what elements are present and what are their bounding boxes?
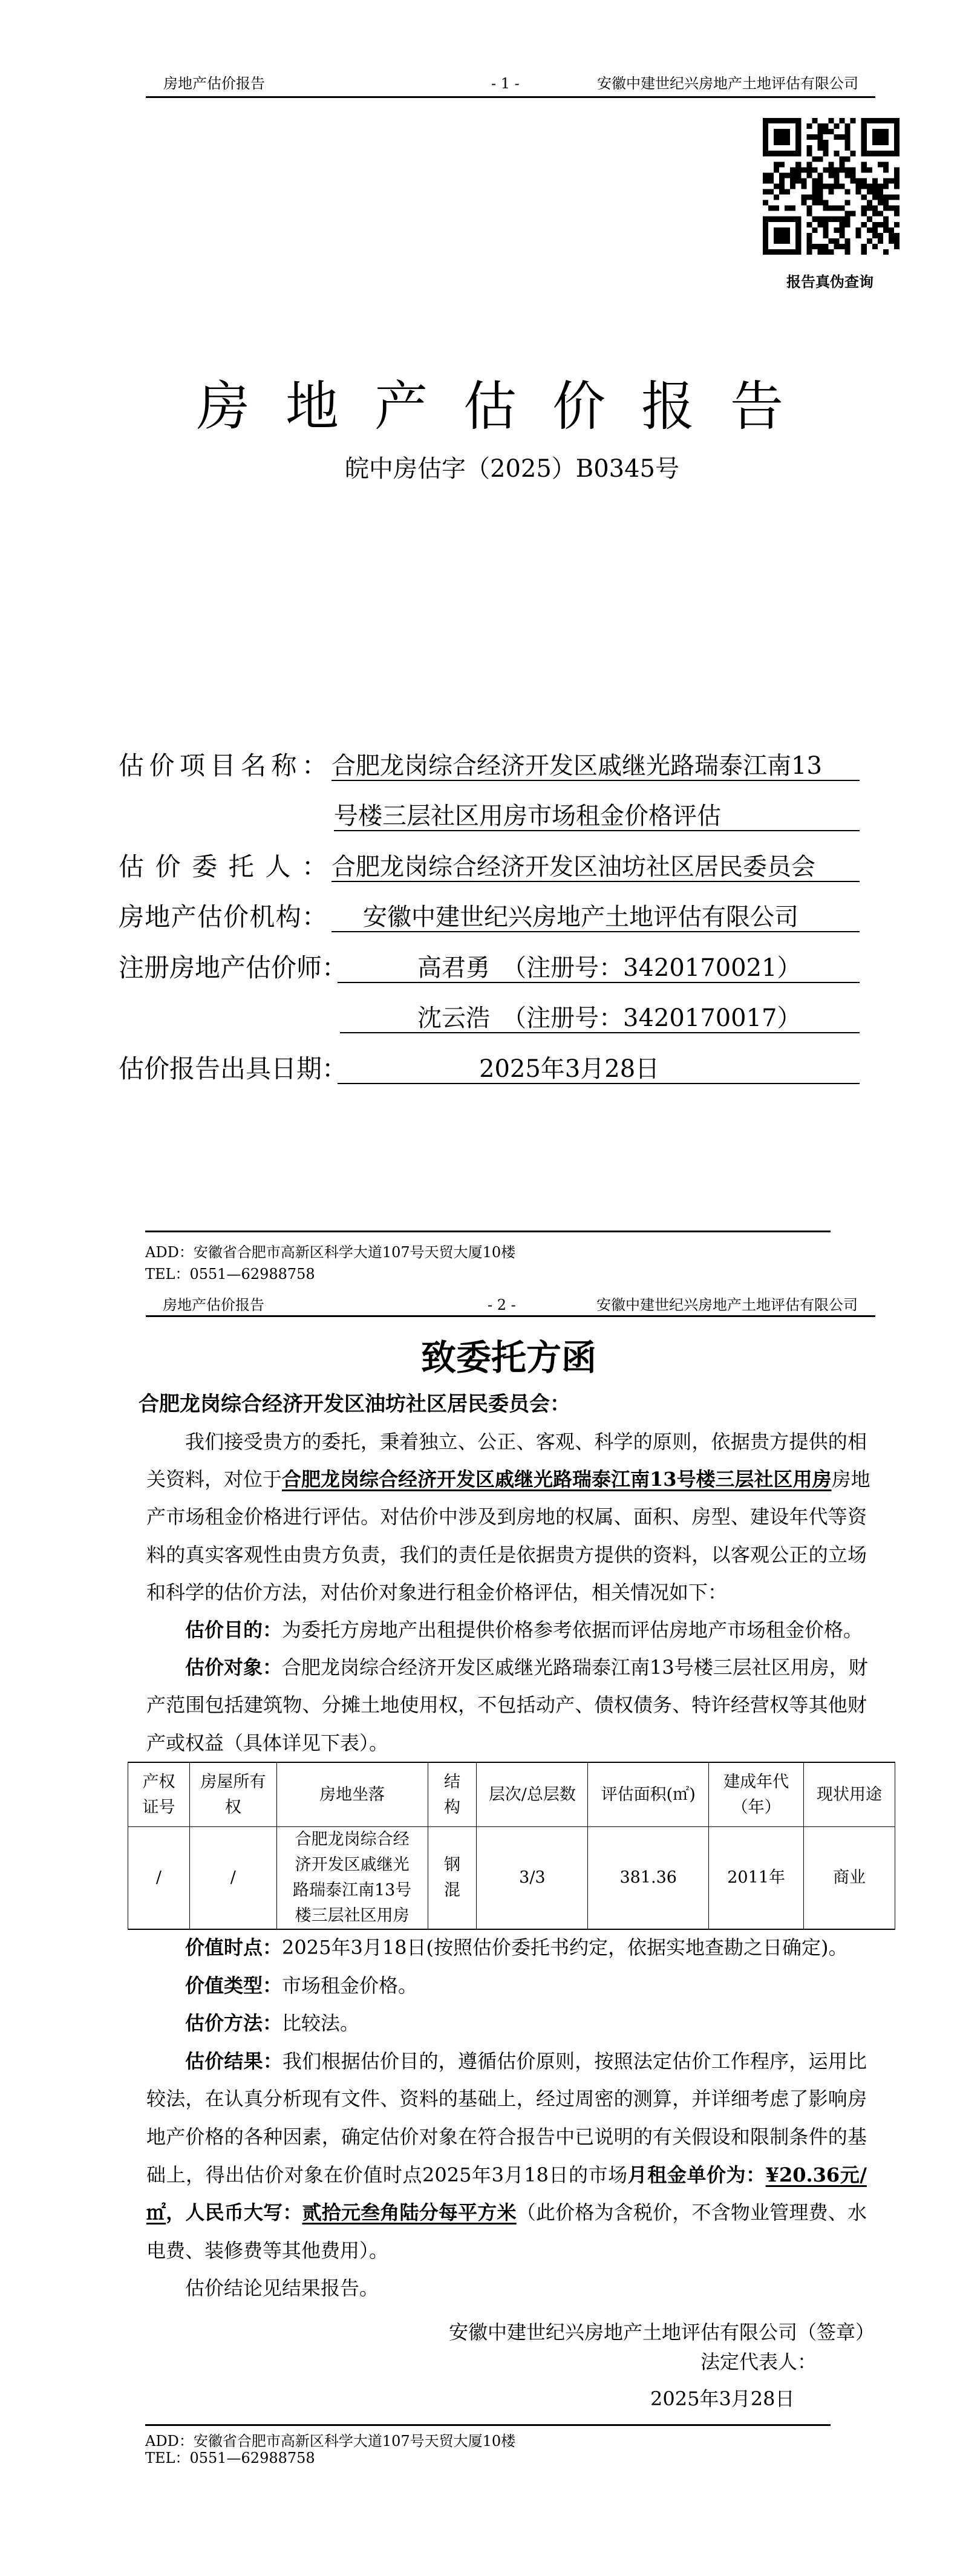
paragraph-line (146, 1929, 867, 1967)
emphasized-value: ㎡ (146, 2201, 166, 2225)
field-label: 月租金单价为： (627, 2163, 766, 2186)
field-label: 估价方法： (185, 2012, 282, 2035)
table-header-cell: 房屋所有 权 (189, 1762, 276, 1827)
paragraph-line (146, 2042, 867, 2081)
text-segment: 电费、装修费等其他费用）。 (146, 2238, 389, 2262)
project-label: 估价项目名称： (119, 751, 327, 780)
paragraph-line (146, 1423, 867, 1460)
table-header-cell: 现状用途 (804, 1762, 895, 1827)
table-cell: 钢 混 (428, 1827, 477, 1930)
text-segment: 我们接受贵方的委托，秉着独立、公正、客观、科学的原则，依据贵方提供的相 (185, 1430, 867, 1453)
table-cell: 2011年 (709, 1827, 804, 1930)
client-value: 合肥龙岗综合经济开发区油坊社区居民委员会 (331, 853, 860, 882)
emphasized-value: 合肥龙岗综合经济开发区戚继光路瑞泰江南13号楼三层社区用房 (282, 1468, 832, 1491)
text-segment: 合肥龙岗综合经济开发区戚继光路瑞泰江南13号楼三层社区用房，财 (282, 1656, 868, 1679)
table-header-cell: 结 构 (428, 1762, 477, 1827)
text-segment: 产市场租金价格进行评估。对估价中涉及到房地的权属、面积、房型、建设年代等资 (146, 1505, 867, 1529)
footer-address: ADD：安徽省合肥市高新区科学大道107号天贸大厦10楼 (145, 1244, 516, 1261)
project-name-line1: 合肥龙岗综合经济开发区戚继光路瑞泰江南13 (331, 752, 860, 781)
date-value: 2025年3月28日 (338, 1055, 860, 1084)
header-right: 安徽中建世纪兴房地产土地评估有限公司 (596, 1296, 858, 1313)
text-segment: 较法，在认真分析现有文件、资料的基础上，经过周密的测算，并详细考虑了影响房 (146, 2087, 867, 2111)
table-header-cell: 评估面积(㎡) (588, 1762, 709, 1827)
table-cell: 3/3 (477, 1827, 588, 1930)
table-cell: 381.36 (588, 1827, 709, 1930)
table-cell: 合肥龙岗综合经 济开发区戚继光 路瑞泰江南13号 楼三层社区用房 (276, 1827, 428, 1930)
footer-divider (145, 1231, 831, 1232)
paragraph-line (146, 2194, 867, 2232)
report-title: 房地产估价报告 (197, 375, 820, 437)
paragraph-line (146, 1724, 867, 1762)
emphasized-value: ¥20.36元/ (765, 2163, 867, 2186)
text-segment: 产或权益（具体详见下表）。 (146, 1731, 389, 1754)
paragraph-line (146, 2156, 867, 2194)
text-segment: 估价结论见结果报告。 (185, 2277, 379, 2300)
paragraph-line (146, 2080, 867, 2118)
field-label: 价值类型： (185, 1973, 282, 1997)
text-segment: 和科学的估价方法，对估价对象进行租金价格评估，相关情况如下： (146, 1580, 728, 1604)
header-divider (146, 1315, 875, 1317)
project-name-line2: 号楼三层社区用房市场租金价格评估 (334, 802, 860, 831)
signature-company: 安徽中建世纪兴房地产土地评估有限公司（签章） (449, 2321, 875, 2344)
text-segment: 市场租金价格。 (282, 1973, 418, 1997)
text-segment: 产范围包括建筑物、分摊土地使用权，不包括动产、债权债务、特许经营权等其他财 (146, 1693, 867, 1717)
text-segment: 关资料，对位于 (146, 1468, 282, 1491)
text-segment: 础上，得出估价对象在价值时点2025年3月18日的市场 (146, 2163, 628, 2186)
legal-representative-label: 法定代表人： (700, 2350, 817, 2373)
qr-label: 报告真伪查询 (786, 273, 873, 290)
qr-code-icon[interactable] (763, 118, 900, 255)
table-cell: / (128, 1827, 190, 1930)
page-number: - 2 - (488, 1296, 516, 1313)
table-header-cell: 建成年代 （年） (709, 1762, 804, 1827)
text-segment: 比较法。 (282, 2012, 360, 2035)
paragraph-line (146, 2269, 867, 2307)
field-label: 估价对象： (185, 1656, 282, 1679)
date-label: 估价报告出具日期： (119, 1054, 348, 1084)
text-segment: 地产价格的各种因素，确定估价对象在符合报告中已说明的有关假设和限制条件的基 (146, 2125, 867, 2148)
header-divider (146, 96, 875, 98)
paragraph-line (146, 2004, 867, 2042)
paragraph-line (146, 2118, 867, 2156)
appraiser-label: 注册房地产估价师： (119, 953, 348, 982)
header-right: 安徽中建世纪兴房地产土地评估有限公司 (597, 75, 858, 92)
table-header-cell: 产权 证号 (128, 1762, 190, 1827)
table-header-row (128, 1762, 895, 1827)
agency-value: 安徽中建世纪兴房地产土地评估有限公司 (331, 903, 860, 932)
appraiser-1: 高君勇 （注册号：3420170021） (338, 954, 860, 983)
table-header-cell: 房地坐落 (276, 1762, 428, 1827)
table-cell: 商业 (804, 1827, 895, 1930)
text-segment: 为委托方房地产出租提供价格参考依据而评估房地产市场租金价格。 (282, 1618, 863, 1641)
page-number: - 1 - (491, 75, 520, 92)
text-segment: 我们根据估价目的，遵循估价原则，按照法定估价工作程序，运用比 (282, 2049, 867, 2073)
paragraph-line (146, 1967, 867, 2005)
property-table (128, 1762, 895, 1930)
table-header-cell: 层次/总层数 (477, 1762, 588, 1827)
emphasized-value: 贰拾元叁角陆分每平方米 (302, 2201, 517, 2225)
footer-tel: TEL：0551—62988758 (145, 1266, 315, 1283)
header-left: 房地产估价报告 (163, 75, 265, 92)
paragraph-line (146, 1536, 867, 1574)
paragraph-line (146, 2232, 867, 2270)
agency-label: 房地产估价机构： (119, 902, 327, 932)
footer-tel: TEL：0551—62988758 (145, 2450, 315, 2466)
header-left: 房地产估价报告 (163, 1296, 264, 1313)
appraiser-2: 沈云浩 （注册号：3420170017） (340, 1004, 860, 1033)
paragraph-line (146, 1686, 867, 1724)
paragraph-line (146, 1649, 867, 1686)
letter-title: 致委托方函 (421, 1337, 597, 1378)
paragraph-line (146, 1611, 867, 1649)
paragraph-line (146, 1498, 867, 1535)
field-label: 价值时点： (185, 1936, 282, 1959)
field-label: 估价结果： (185, 2049, 283, 2073)
footer-divider (145, 2424, 831, 2426)
field-label: ，人民币大写： (166, 2201, 302, 2225)
table-row (128, 1827, 895, 1930)
text-segment: （此价格为含税价，不含物业管理费、水 (516, 2201, 867, 2225)
text-segment: 房地 (831, 1468, 870, 1491)
paragraph-line (146, 1574, 867, 1611)
paragraph-line (146, 1460, 870, 1498)
report-number: 皖中房估字（2025）B0345号 (345, 455, 679, 483)
table-cell: / (189, 1827, 276, 1930)
text-segment: 2025年3月18日(按照估价委托书约定，依据实地查勘之日确定)。 (282, 1936, 848, 1959)
field-label: 估价目的： (185, 1618, 282, 1641)
footer-address: ADD：安徽省合肥市高新区科学大道107号天贸大厦10楼 (145, 2433, 516, 2450)
salutation: 合肥龙岗综合经济开发区油坊社区居民委员会： (139, 1392, 570, 1416)
text-segment: 料的真实客观性由贵方负责，我们的责任是依据贵方提供的资料，以客观公正的立场 (146, 1543, 867, 1566)
client-label: 估价委托人： (119, 852, 327, 881)
letter-date: 2025年3月28日 (650, 2387, 795, 2410)
